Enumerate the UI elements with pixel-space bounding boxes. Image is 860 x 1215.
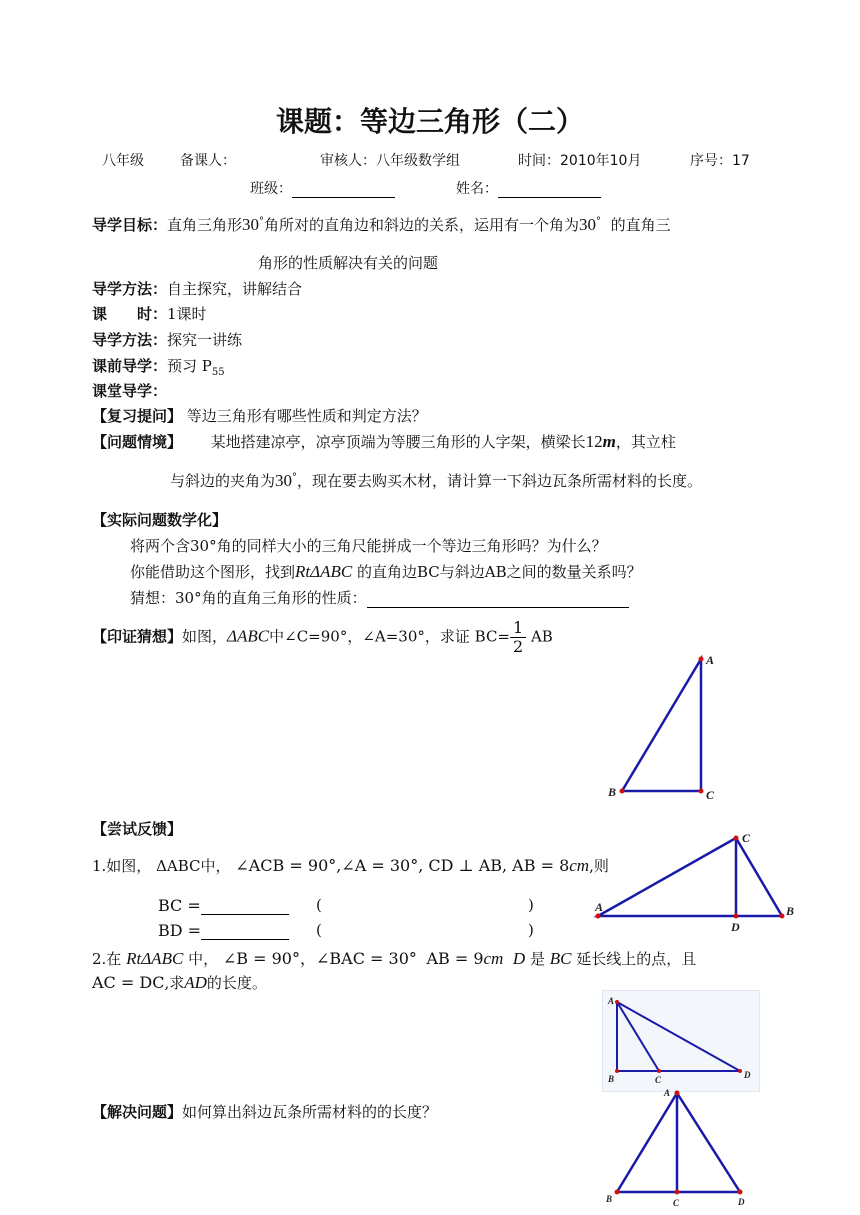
- trial-p2-g: BC: [549, 949, 572, 968]
- fig1-label-c: C: [706, 788, 715, 802]
- grade-label: 八年级: [102, 153, 144, 169]
- fig3-label-b: B: [608, 1074, 615, 1084]
- trial-p2-unit: cm: [483, 949, 504, 968]
- goal-label: 导学目标：: [92, 216, 168, 234]
- bc-paren-close: ): [528, 896, 534, 914]
- mathify-q3: [130, 587, 629, 608]
- trial-p2-a: 2.在: [92, 950, 122, 968]
- goal-text-c: 的直角三: [610, 216, 671, 234]
- proof-label: 【印证猜想】: [92, 627, 183, 646]
- review-line: [92, 405, 427, 426]
- scenario-text-2b: ，现在要去购买木材，请计算一下斜边瓦条所需材料的长度。: [297, 472, 703, 490]
- reviewer-label: 审核人：八年级数学组: [320, 153, 460, 169]
- method2-text: 探究一讲练: [167, 331, 243, 349]
- trial-p1: [92, 855, 609, 876]
- preview-text: 预习 P: [167, 357, 212, 375]
- time-label: 时间：2010年10月: [518, 153, 642, 169]
- trial-label: [92, 818, 182, 839]
- name-field: [456, 178, 601, 198]
- proof-line: [92, 619, 553, 656]
- method2-label: 导学方法：: [92, 331, 168, 349]
- page-title: 课题：等边三角形（二）: [275, 105, 584, 138]
- trial-p2-f: 是: [529, 950, 545, 968]
- method1-line: [92, 278, 302, 299]
- fig3-label-d: D: [744, 1070, 751, 1080]
- trial-p2-line2c: AD: [184, 973, 207, 992]
- review-label: 【复习提问】: [92, 407, 183, 425]
- bd-paren-close: ): [528, 921, 534, 939]
- scenario-line-2: [170, 470, 702, 491]
- fig4-label-c: C: [673, 1198, 680, 1208]
- fig2-label-a: A: [595, 900, 604, 914]
- goal-deg-1: °: [259, 216, 265, 227]
- class-guide-label: 课堂导学：: [92, 382, 168, 400]
- fig4-label-d: D: [738, 1197, 745, 1207]
- scenario-line-1: [92, 431, 676, 452]
- trial-p2-line1: [92, 946, 696, 969]
- goal-angle-2: 30: [579, 215, 597, 234]
- fraction-denominator: 2: [513, 637, 524, 656]
- fig3-label-a: A: [608, 996, 615, 1006]
- trial-p2-line2d: 的长度。: [206, 974, 267, 992]
- bc-row: [158, 896, 289, 915]
- method1-text: 自主探究，讲解结合: [167, 280, 303, 298]
- bc-paren-open: (: [316, 896, 322, 914]
- mathify-label: [92, 509, 227, 530]
- goal-deg-2: °: [596, 216, 602, 227]
- trial-p2-line2: [92, 972, 267, 993]
- fig3-label-c: C: [655, 1075, 662, 1085]
- review-text: 等边三角形有哪些性质和判定方法？: [186, 407, 427, 425]
- method2-line: [92, 329, 242, 350]
- hours-text: 1课时: [167, 305, 207, 323]
- mathify-label-text: 【实际问题数学化】: [92, 511, 228, 529]
- bd-row: [158, 921, 289, 940]
- fig2-label-d: D: [731, 920, 740, 934]
- scenario-text-1b: ，其立柱: [615, 433, 676, 451]
- class-label: 班级：: [250, 181, 292, 197]
- trial-p2-d: AB = 9: [426, 949, 484, 968]
- mathify-q2-math: RtΔABC: [295, 562, 353, 581]
- trial-p2-c: ∠B = 90°，∠BAC = 30°: [222, 949, 417, 968]
- bd-paren-open: (: [316, 921, 322, 939]
- trial-p1-unit: cm: [569, 856, 590, 875]
- bc-blank[interactable]: [201, 898, 289, 915]
- name-label: 姓名：: [456, 181, 498, 197]
- trial-p1-b: ΔABC: [156, 857, 201, 875]
- proof-text-a: 如图，: [182, 627, 228, 646]
- solve-label: 【解决问题】: [92, 1103, 183, 1121]
- scenario-deg: °: [292, 472, 298, 483]
- preparer-label: 备课人：: [180, 153, 236, 169]
- proof-text-b: 中∠C=90°，∠A=30°，求证 BC=: [269, 627, 510, 646]
- hours-line: [92, 303, 207, 324]
- trial-label-text: 【尝试反馈】: [92, 820, 183, 838]
- fig1-label-b: B: [608, 785, 617, 799]
- trial-p2-tri: RtΔABC: [126, 949, 184, 968]
- fig4-label-b: B: [606, 1194, 613, 1204]
- mathify-q2: [130, 561, 642, 582]
- trial-p2-h: 延长线上的点，且: [576, 950, 697, 968]
- fig2-label-c: C: [742, 831, 751, 845]
- preview-line: [92, 355, 225, 378]
- fig4-label-a: A: [664, 1088, 671, 1098]
- preview-label: 课前导学：: [92, 357, 168, 375]
- solve-line: [92, 1101, 437, 1122]
- goal-text-a: 直角三角形: [167, 216, 243, 234]
- scenario-label: 【问题情境】: [92, 433, 183, 451]
- preview-sub: 55: [211, 367, 225, 378]
- scenario-text-2a: 与斜边的夹角为: [170, 472, 276, 490]
- fig1-label-a: A: [706, 653, 715, 667]
- solve-text: 如何算出斜边瓦条所需材料的的长度？: [182, 1103, 438, 1121]
- class-field: [250, 178, 395, 198]
- mathify-q3-text: 猜想：30°角的直角三角形的性质：: [130, 589, 367, 607]
- mathify-q1: 将两个含30°角的同样大小的三角尺能拼成一个等边三角形吗？为什么？: [130, 537, 607, 555]
- bd-blank[interactable]: [201, 923, 289, 940]
- scenario-text-1: 某地搭建凉亭，凉亭顶端为等腰三角形的人字架，横梁长: [210, 433, 586, 451]
- name-blank[interactable]: [498, 181, 601, 198]
- method1-label: 导学方法：: [92, 280, 168, 298]
- scenario-angle: 30: [275, 471, 293, 490]
- trial-p2-line2b: ,求: [164, 974, 185, 992]
- bc-label: BC =: [158, 896, 201, 915]
- class-guide-line: [92, 380, 167, 401]
- trial-p1-a: 1.如图，: [92, 857, 152, 875]
- proof-triangle: ΔABC: [227, 626, 270, 646]
- trial-p2-b: 中，: [188, 950, 219, 968]
- figure-extended-triangle-box: [602, 990, 760, 1092]
- goal-text-b: 角所对的直角边和斜边的关系，运用有一个角为: [264, 216, 580, 234]
- conjecture-blank[interactable]: [367, 591, 629, 608]
- class-blank[interactable]: [292, 181, 395, 198]
- mathify-q2-a: 你能借助这个图形，找到: [130, 563, 296, 581]
- trial-p1-d: ∠ACB = 90°,∠A = 30°, CD ⊥ AB, AB = 8: [235, 856, 570, 875]
- bd-label: BD =: [158, 921, 202, 940]
- trial-p1-c: 中，: [200, 857, 231, 875]
- trial-p2-line2a: AC = DC: [92, 973, 165, 992]
- scenario-unit: m: [602, 432, 616, 451]
- mathify-q2-b: 的直角边BC与斜边AB之间的数量关系吗？: [357, 563, 642, 581]
- proof-fraction: [510, 619, 526, 656]
- goal-line-2: 角形的性质解决有关的问题: [258, 254, 439, 272]
- scenario-length: 12: [585, 432, 603, 451]
- goal-line-1: [92, 214, 671, 235]
- fig2-label-b: B: [786, 904, 795, 918]
- trial-p1-e: ,则: [589, 857, 609, 875]
- proof-text-c: AB: [530, 627, 553, 646]
- fraction-numerator: 1: [510, 619, 526, 638]
- goal-angle-1: 30: [242, 215, 260, 234]
- hours-label: 课 时：: [92, 305, 168, 323]
- trial-p2-e: D: [512, 949, 526, 968]
- sequence-label: 序号：17: [690, 153, 750, 169]
